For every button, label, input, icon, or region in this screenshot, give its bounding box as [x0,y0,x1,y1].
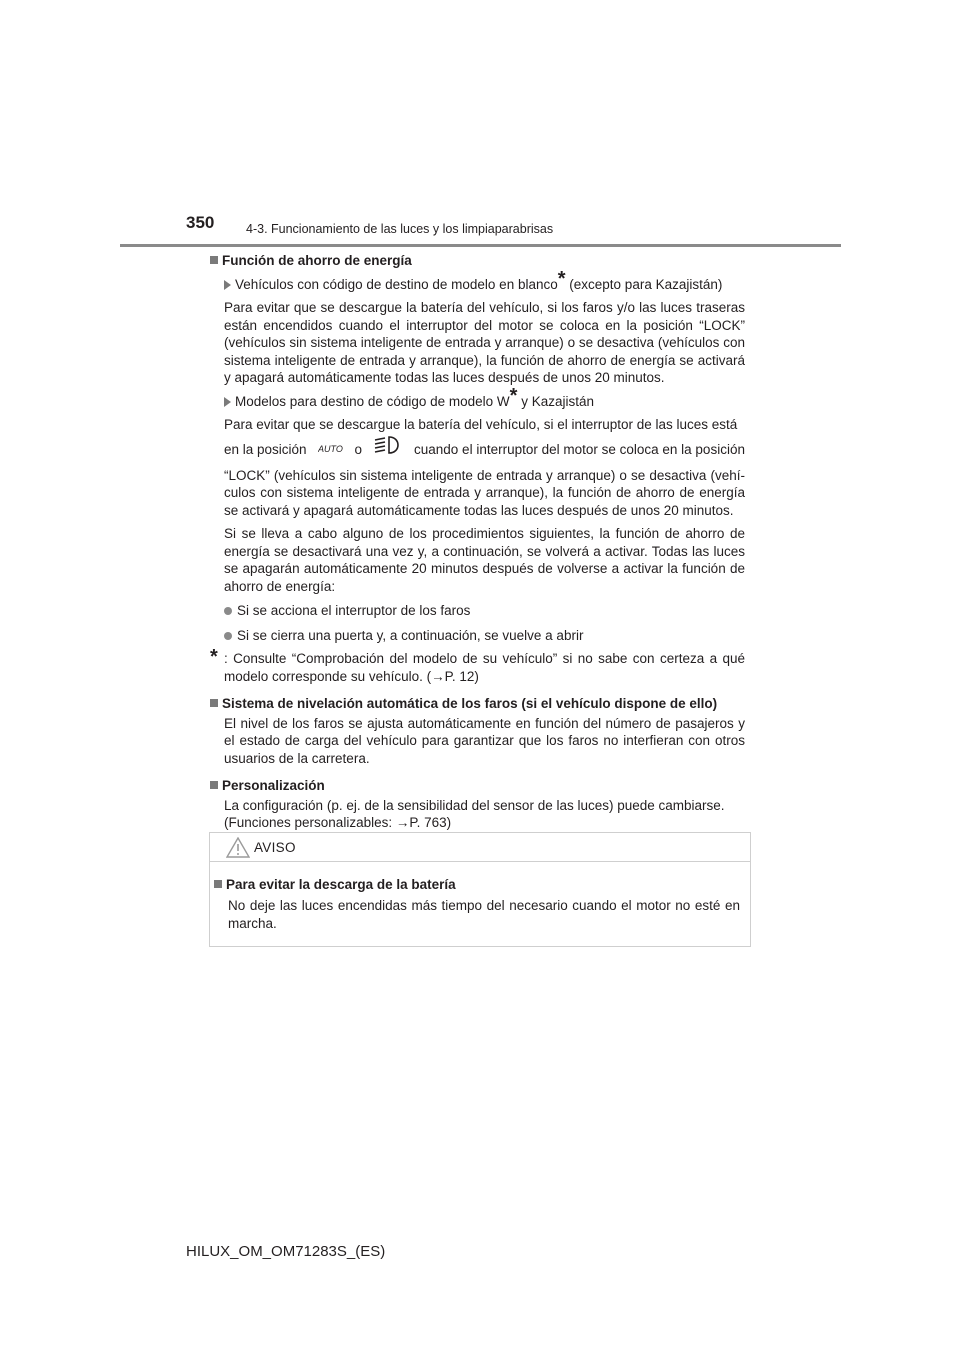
warning-heading-text: Para evitar la descarga de la batería [226,877,456,892]
asterisk-mark: * [509,384,518,407]
footnote [210,646,745,685]
header-rule [120,244,841,247]
triangle-arrow-icon [224,397,231,407]
auto-light-icon [318,435,344,465]
customization-line2: (Funciones personalizables: →P. 763) [224,815,452,830]
main-content [210,252,745,832]
auto-icon-text: AUTO [317,444,343,454]
position-text: en la posición [224,442,307,457]
warning-text: No deje las luces encendidas más tiempo del necesario cuando el motor no esté en marcha. [228,898,740,931]
leveling-heading-text: Sistema de nivelación automática de los faros (si el vehículo dispone de ello) [222,696,718,711]
warning-box [209,832,751,947]
warning-body [210,862,750,933]
energy-saving-heading [210,252,745,270]
list-item-text: Si se cierra una puerta y, a continuación, se vuelve a abrir [237,627,584,643]
asterisk-mark: * [557,267,566,290]
footnote-text: : Consulte “Comprobación del modelo de su vehículo” si no sabe con certeza a qué modelo corresponde su vehículo. (→P. 12) [224,651,745,684]
circle-bullet-icon [224,632,232,640]
vehicle-type-2-paragraph2: Si se lleva a cabo alguno de los procedimientos siguientes, la función de ahorro de energía se desactivará una vez y, a continuación, se volverá a activar. Todas las luces se apagarán automáticamente 20 minutos después de volverse a activar la función de ahorro de energía: [224,526,745,594]
square-bullet-icon [210,699,218,707]
low-beam-icon [373,434,403,467]
square-bullet-icon [214,880,222,888]
customization-line1: La configuración (p. ej. de la sensibilidad del sensor de las luces) puede cambiarse. [224,797,725,813]
vehicle-type-2-rest: “LOCK” (vehículos sin sistema inteligente de entrada y arranque) o se desactiva (vehí-culos con sistema inteligente de entrada y arranque), la función de ahorro de energía se activará y apagará automáticamente todas las luces después de unos 20 minutos. [224,467,745,518]
list-item [224,627,745,645]
page-number: 350 [186,213,215,232]
vehicle-type-1-paragraph: Para evitar que se descargue la batería del vehículo, si los faros y/o las luces traseras están encendidos cuando el interruptor del motor se coloca en la posición “LOCK” (vehículos sin sistema inteligente de entrada y arranque) o se desactiva (vehículos con sistema inteligente de entrada y arranque), la función de ahorro de energía se activará y apagará automáticamente todas las luces después de unos 20 minutos. [224,300,745,385]
leveling-heading [210,695,745,713]
warning-triangle-icon [226,837,250,863]
vehicle-type-2-label-text: Modelos para destino de código de modelo W [235,393,510,409]
energy-saving-heading-text: Función de ahorro de energía [222,253,412,268]
vehicle-type-1-label [224,267,745,294]
square-bullet-icon [210,781,218,789]
warning-header [210,833,750,862]
vehicle-type-1-label-suffix: (excepto para Kazajistán) [565,276,723,292]
circle-bullet-icon [224,607,232,615]
warning-label: AVISO [254,840,296,855]
energy-saving-section [210,267,745,645]
position-text-post: cuando el interruptor del motor se coloca en la posición [414,442,745,457]
triangle-arrow-icon [224,280,231,290]
section-title: 4-3. Funcionamiento de las luces y los limpiaparabrisas [246,222,554,236]
vehicle-type-2-paragraph [224,416,745,519]
or-text: o [354,442,363,457]
list-item [224,602,745,620]
vehicle-type-2-label-suffix: y Kazajistán [517,393,595,409]
square-bullet-icon [210,256,218,264]
vehicle-type-2-position-line [224,434,745,467]
customization-heading [210,777,745,795]
customization-heading-text: Personalización [222,778,325,793]
list-item-text: Si se acciona el interruptor de los faros [237,603,471,618]
customization-body [210,797,745,832]
document-code: HILUX_OM_OM71283S_(ES) [186,1243,386,1260]
footnote-asterisk: * [210,646,218,668]
leveling-paragraph: El nivel de los faros se ajusta automáticamente en función del número de pasajeros y el estado de carga del vehículo para garantizar que los faros no interfieran con otros usuarios de la carretera. [224,715,745,766]
vehicle-type-1-label-text: Vehículos con código de destino de modelo en blanco [235,276,558,292]
vehicle-type-2-label [224,384,745,411]
warning-heading [214,876,740,894]
vehicle-type-2-line1: Para evitar que se descargue la batería del vehículo, si el interruptor de las luces está [224,417,738,432]
